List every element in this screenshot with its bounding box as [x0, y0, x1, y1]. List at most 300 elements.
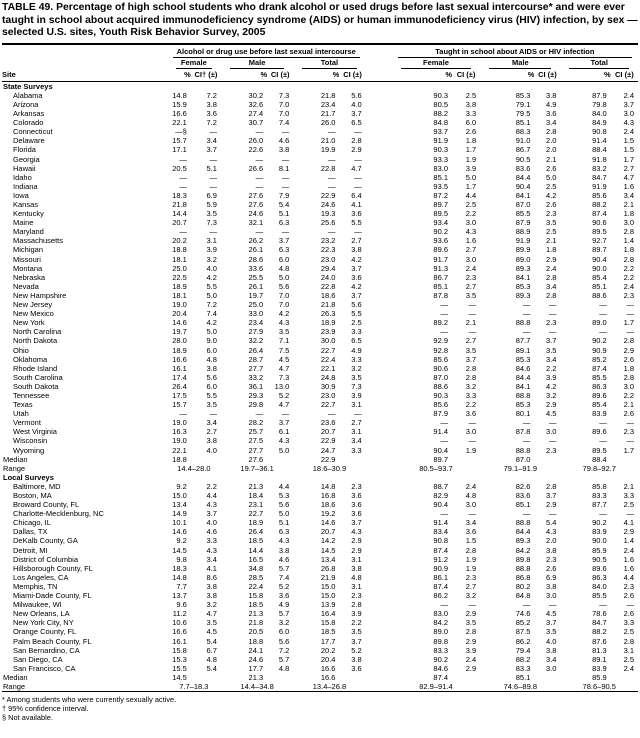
- value-cell: 14.9: [172, 509, 187, 519]
- value-cell: 4.8: [206, 654, 217, 664]
- value-cell: 4.3: [623, 118, 634, 128]
- value-cell: 3.2: [465, 591, 477, 601]
- value-cell: —: [281, 154, 290, 164]
- value-cell: 89.8: [515, 554, 531, 564]
- value-cell: 4.2: [206, 272, 217, 282]
- site-cell: New York: [13, 318, 45, 328]
- value-cell: 36.1: [248, 381, 264, 391]
- value-cell: 2.7: [465, 581, 477, 591]
- gap-cell: [366, 282, 392, 291]
- value-cell: 19.2: [320, 509, 336, 519]
- value-cell: 23.0: [320, 390, 336, 400]
- value-cell: 2.8: [465, 372, 477, 382]
- range-value-cell: 82.9–91.4: [419, 681, 453, 691]
- value-cell: 9.6: [176, 600, 187, 610]
- value-cell: —: [468, 327, 477, 337]
- value-cell: 5.5: [351, 309, 362, 319]
- value-cell: —: [522, 327, 531, 337]
- value-cell: 4.9: [546, 99, 557, 109]
- median-value-cell: 22.9: [320, 454, 336, 464]
- value-cell: 6.5: [351, 336, 362, 346]
- value-cell: 26.0: [320, 118, 336, 128]
- value-cell: 90.4: [515, 181, 531, 191]
- value-cell: 85.6: [592, 190, 607, 200]
- value-cell: —: [179, 227, 187, 237]
- value-cell: —: [255, 172, 264, 182]
- value-cell: 93.3: [433, 154, 449, 164]
- value-cell: 2.3: [351, 591, 362, 601]
- value-cell: 83.3: [433, 645, 449, 655]
- gap-cell: [366, 673, 392, 682]
- value-cell: 2.4: [623, 545, 634, 555]
- value-cell: 3.6: [465, 409, 477, 419]
- value-cell: 6.7: [206, 645, 217, 655]
- value-cell: 84.4: [515, 527, 531, 537]
- value-cell: 93.7: [433, 127, 449, 137]
- gap-cell: [366, 500, 392, 509]
- value-cell: 2.6: [546, 163, 557, 173]
- value-cell: 83.3: [592, 491, 607, 500]
- value-cell: 1.6: [623, 554, 634, 564]
- value-cell: 18.9: [172, 281, 187, 291]
- median-row: [2, 455, 638, 464]
- value-cell: 20.2: [320, 645, 336, 655]
- value-cell: 2.8: [546, 481, 557, 491]
- value-cell: 1.8: [623, 363, 634, 373]
- gap-cell: [366, 155, 392, 164]
- table-row: [2, 264, 638, 273]
- gap-cell: [366, 409, 392, 418]
- value-cell: 5.1: [278, 209, 290, 219]
- value-cell: 26.0: [248, 136, 264, 146]
- median-value-cell: 85.9: [592, 672, 607, 682]
- table-row: [2, 309, 638, 318]
- value-cell: 2.1: [623, 200, 634, 209]
- value-cell: 88.2: [592, 200, 607, 209]
- value-cell: 22.6: [248, 145, 264, 155]
- site-cell: Georgia: [13, 154, 40, 164]
- value-cell: —: [522, 309, 531, 319]
- value-cell: 90.3: [433, 145, 449, 155]
- value-cell: 1.9: [465, 154, 477, 164]
- value-cell: 22.1: [172, 445, 187, 455]
- value-cell: 87.6: [592, 636, 607, 646]
- value-cell: 2.6: [623, 609, 634, 619]
- site-cell: Nevada: [13, 281, 39, 291]
- value-cell: 84.8: [433, 118, 449, 128]
- value-cell: 16.6: [172, 627, 187, 637]
- value-cell: 1.8: [623, 245, 634, 255]
- value-cell: 3.8: [206, 99, 217, 109]
- value-cell: 2.7: [465, 336, 477, 346]
- site-cell: Connecticut: [13, 127, 53, 137]
- value-cell: 17.1: [172, 145, 187, 155]
- value-cell: 87.0: [433, 372, 449, 382]
- value-cell: 3.8: [465, 99, 477, 109]
- value-cell: 5.5: [206, 390, 217, 400]
- value-cell: 93.4: [433, 218, 449, 228]
- value-cell: 79.1: [515, 99, 531, 109]
- value-cell: 5.7: [278, 654, 290, 664]
- site-cell: Wyoming: [13, 445, 45, 455]
- header-subgroup-row: [2, 58, 638, 69]
- site-cell: Utah: [13, 409, 29, 419]
- table-row: [2, 327, 638, 336]
- value-cell: 4.2: [206, 318, 217, 328]
- value-cell: 88.4: [592, 145, 607, 155]
- value-cell: 3.6: [465, 527, 477, 537]
- value-cell: 1.4: [623, 236, 634, 246]
- value-cell: 18.9: [248, 518, 264, 528]
- median-empty-cell: [452, 455, 480, 464]
- value-cell: 3.3: [623, 491, 634, 500]
- value-cell: 88.8: [515, 445, 531, 455]
- table-row: [2, 109, 638, 118]
- value-cell: 24.0: [320, 272, 336, 282]
- table-row: [2, 136, 638, 145]
- site-cell: South Carolina: [13, 372, 63, 382]
- value-cell: 3.1: [351, 581, 362, 591]
- value-cell: 3.2: [206, 600, 217, 610]
- value-cell: 86.7: [433, 272, 449, 282]
- value-cell: 22.7: [320, 345, 336, 355]
- value-cell: 3.5: [546, 345, 557, 355]
- col-ci-1: CI† (±): [191, 69, 221, 82]
- range-row: [2, 682, 638, 692]
- col-ci-6: CI (±): [611, 69, 638, 82]
- col-ci-5: CI (±): [534, 69, 560, 82]
- value-cell: —: [281, 127, 290, 137]
- range-label: Range: [3, 681, 26, 691]
- value-cell: —: [548, 327, 557, 337]
- site-cell: DeKalb County, GA: [13, 536, 78, 546]
- value-cell: 19.0: [172, 300, 187, 310]
- value-cell: 17.4: [172, 372, 187, 382]
- table-body: [2, 81, 638, 691]
- value-cell: 28.7: [248, 354, 264, 364]
- value-cell: 2.1: [623, 400, 634, 410]
- value-cell: 4.0: [351, 99, 362, 109]
- value-cell: 85.6: [433, 400, 449, 410]
- value-cell: 80.2: [515, 581, 531, 591]
- gap-cell: [366, 618, 392, 627]
- value-cell: 19.0: [172, 436, 187, 446]
- value-cell: 10.1: [172, 518, 187, 528]
- value-cell: 18.8: [248, 636, 264, 646]
- value-cell: 3.1: [623, 645, 634, 655]
- value-cell: 4.3: [206, 545, 217, 555]
- value-cell: 22.4: [248, 581, 264, 591]
- value-cell: 4.4: [278, 481, 290, 491]
- group-header-taught: [392, 46, 638, 58]
- value-cell: 89.2: [433, 318, 449, 328]
- table-row: [2, 664, 638, 673]
- site-column-header: Site: [2, 69, 167, 82]
- value-cell: 3.9: [465, 645, 477, 655]
- value-cell: 16.6: [320, 663, 336, 673]
- value-cell: 3.9: [351, 390, 362, 400]
- value-cell: 83.6: [515, 491, 531, 500]
- value-cell: 18.9: [320, 318, 336, 328]
- value-cell: 2.3: [623, 581, 634, 591]
- value-cell: 33.6: [248, 263, 264, 273]
- value-cell: 86.3: [592, 381, 607, 391]
- value-cell: 4.3: [351, 527, 362, 537]
- gap-cell: [366, 509, 392, 518]
- value-cell: 3.5: [546, 627, 557, 637]
- value-cell: 23.4: [248, 318, 264, 328]
- value-cell: 3.3: [465, 109, 477, 119]
- gap-cell: [366, 245, 392, 254]
- value-cell: 85.5: [592, 372, 607, 382]
- value-cell: —: [626, 300, 634, 310]
- value-cell: 19.9: [320, 145, 336, 155]
- value-cell: 3.9: [206, 245, 217, 255]
- subgroup-male-taught: Male: [480, 58, 560, 69]
- site-cell: San Bernardino, CA: [13, 645, 80, 655]
- value-cell: 2.0: [546, 136, 557, 146]
- table-row: [2, 582, 638, 591]
- value-cell: 6.1: [278, 427, 290, 437]
- value-cell: 24.6: [320, 200, 336, 209]
- value-cell: 2.8: [623, 227, 634, 237]
- value-cell: 3.4: [465, 518, 477, 528]
- table-row: [2, 427, 638, 436]
- gap-cell: [366, 227, 392, 236]
- value-cell: 91.0: [515, 136, 531, 146]
- value-cell: 2.5: [465, 200, 477, 209]
- value-cell: 3.5: [351, 627, 362, 637]
- gap-cell: [366, 218, 392, 227]
- gap-cell: [366, 255, 392, 264]
- value-cell: 85.5: [592, 591, 607, 601]
- range-value-cell: 18.6–30.9: [312, 463, 347, 473]
- gap-cell: [366, 555, 392, 564]
- table-row: [2, 446, 638, 455]
- value-cell: 90.0: [592, 263, 607, 273]
- table-row: [2, 627, 638, 636]
- value-cell: 15.0: [172, 491, 187, 500]
- value-cell: 13.4: [320, 554, 336, 564]
- value-cell: 3.9: [465, 163, 477, 173]
- value-cell: 88.7: [433, 481, 449, 491]
- value-cell: 21.9: [320, 572, 336, 582]
- value-cell: 2.1: [546, 236, 557, 246]
- value-cell: 88.6: [433, 381, 449, 391]
- value-cell: 86.8: [515, 572, 531, 582]
- value-cell: 5.4: [206, 636, 217, 646]
- value-cell: 1.6: [623, 181, 634, 191]
- value-cell: 89.0: [515, 254, 531, 264]
- value-cell: —: [354, 181, 362, 191]
- table-row: [2, 637, 638, 646]
- value-cell: 14.6: [172, 318, 187, 328]
- value-cell: 21.3: [248, 481, 264, 491]
- value-cell: 84.9: [592, 118, 607, 128]
- value-cell: 3.4: [546, 654, 557, 664]
- gap-cell: [366, 400, 392, 409]
- value-cell: —: [327, 154, 336, 164]
- value-cell: —: [599, 600, 607, 610]
- col-ci-4: CI (±): [452, 69, 480, 82]
- gap-cell: [366, 546, 392, 555]
- value-cell: 84.0: [592, 109, 607, 119]
- value-cell: 83.0: [433, 163, 449, 173]
- value-cell: 25.0: [248, 300, 264, 310]
- value-cell: 3.1: [351, 554, 362, 564]
- value-cell: 6.0: [278, 254, 290, 264]
- value-cell: —: [548, 418, 557, 428]
- value-cell: 84.4: [515, 372, 531, 382]
- value-cell: 83.9: [592, 409, 607, 419]
- table-row: [2, 191, 638, 200]
- value-cell: —: [209, 181, 217, 191]
- value-cell: 3.9: [546, 372, 557, 382]
- value-cell: 3.6: [351, 500, 362, 510]
- gap-cell: [366, 373, 392, 382]
- gap-cell: [366, 364, 392, 373]
- table-row: [2, 164, 638, 173]
- site-cell: San Francisco, CA: [13, 663, 76, 673]
- table-row: [2, 564, 638, 573]
- value-cell: 20.7: [172, 218, 187, 228]
- value-cell: 3.7: [546, 491, 557, 500]
- value-cell: 5.2: [351, 645, 362, 655]
- value-cell: 84.2: [515, 545, 531, 555]
- site-cell: Nebraska: [13, 272, 46, 282]
- value-cell: 3.7: [278, 236, 290, 246]
- value-cell: 23.6: [320, 418, 336, 428]
- value-cell: —: [626, 600, 634, 610]
- value-cell: 2.5: [546, 227, 557, 237]
- value-cell: 22.8: [320, 163, 336, 173]
- value-cell: 3.5: [465, 618, 477, 628]
- value-cell: 91.4: [433, 427, 449, 437]
- footnote-sexually-active: * Among students who were currently sexually active.: [2, 695, 177, 705]
- value-cell: 85.8: [592, 481, 607, 491]
- group-header-alcohol: [167, 46, 366, 58]
- value-cell: 14.6: [320, 518, 336, 528]
- group-gap: [366, 46, 392, 58]
- value-cell: 5.0: [278, 272, 290, 282]
- value-cell: 87.8: [515, 427, 531, 437]
- value-cell: 5.9: [206, 200, 217, 209]
- value-cell: 26.4: [248, 345, 264, 355]
- value-cell: 2.6: [623, 591, 634, 601]
- gap-cell: [366, 300, 392, 309]
- value-cell: —: [468, 418, 477, 428]
- value-cell: 27.5: [248, 436, 264, 446]
- value-cell: 3.4: [546, 354, 557, 364]
- value-cell: 91.4: [433, 518, 449, 528]
- value-cell: 93.6: [433, 236, 449, 246]
- range-row: [2, 464, 638, 473]
- value-cell: 90.3: [433, 90, 449, 100]
- value-cell: 83.2: [592, 163, 607, 173]
- value-cell: 20.5: [248, 627, 264, 637]
- value-cell: 6.0: [465, 118, 477, 128]
- col-pct-2: %: [221, 69, 267, 82]
- value-cell: 2.9: [465, 636, 477, 646]
- value-cell: 4.7: [278, 363, 290, 373]
- site-cell: Hillsborough County, FL: [13, 563, 93, 573]
- value-cell: 18.6: [320, 290, 336, 300]
- value-cell: 28.5: [248, 572, 264, 582]
- table-row: [2, 491, 638, 500]
- value-cell: 3.0: [546, 663, 557, 673]
- value-cell: 2.7: [351, 236, 362, 246]
- value-cell: 22.7: [320, 400, 336, 410]
- value-cell: 15.7: [172, 400, 187, 410]
- gap-cell: [366, 182, 392, 191]
- value-cell: 85.1: [592, 281, 607, 291]
- value-cell: 18.5: [248, 536, 264, 546]
- value-cell: 16.3: [172, 427, 187, 437]
- value-cell: 84.6: [433, 663, 449, 673]
- value-cell: 21.3: [248, 609, 264, 619]
- value-cell: 4.3: [546, 527, 557, 537]
- value-cell: 14.6: [172, 527, 187, 537]
- value-cell: 3.4: [206, 136, 217, 146]
- value-cell: 5.1: [206, 163, 217, 173]
- value-cell: 28.6: [248, 254, 264, 264]
- value-cell: 20.4: [320, 654, 336, 664]
- value-cell: 2.1: [546, 154, 557, 164]
- value-cell: 3.0: [465, 500, 477, 510]
- value-cell: 1.6: [465, 236, 477, 246]
- value-cell: 2.0: [546, 145, 557, 155]
- value-cell: 85.1: [433, 281, 449, 291]
- gap-cell: [366, 109, 392, 118]
- value-cell: 89.5: [592, 445, 607, 455]
- value-cell: 87.4: [592, 363, 607, 373]
- site-cell: Miami-Dade County, FL: [13, 591, 92, 601]
- value-cell: 2.3: [546, 209, 557, 219]
- range-value-cell: 13.4–26.8: [312, 681, 347, 691]
- value-cell: —: [354, 172, 362, 182]
- value-cell: 84.1: [515, 272, 531, 282]
- value-cell: 6.5: [351, 118, 362, 128]
- value-cell: 2.8: [546, 290, 557, 300]
- gap-cell: [366, 91, 392, 100]
- value-cell: 20.2: [172, 236, 187, 246]
- group-header-taught-label: Taught in school about AIDS or HIV infection: [398, 46, 632, 58]
- site-cell: District of Columbia: [13, 554, 79, 564]
- value-cell: 5.4: [546, 518, 557, 528]
- value-cell: —: [599, 418, 607, 428]
- value-cell: 7.3: [278, 90, 290, 100]
- gap-cell: [366, 455, 392, 464]
- site-cell: Palm Beach County, FL: [13, 636, 92, 646]
- value-cell: 3.8: [351, 654, 362, 664]
- value-cell: 15.3: [172, 654, 187, 664]
- value-cell: 4.1: [206, 563, 217, 573]
- value-cell: 1.7: [623, 318, 634, 328]
- value-cell: 6.3: [278, 527, 290, 537]
- value-cell: 4.7: [278, 400, 290, 410]
- value-cell: —: [548, 600, 557, 610]
- value-cell: 86.2: [515, 636, 531, 646]
- value-cell: 24.7: [320, 445, 336, 455]
- value-cell: 4.4: [465, 190, 477, 200]
- value-cell: 5.0: [278, 445, 290, 455]
- value-cell: 85.6: [433, 354, 449, 364]
- value-cell: 22.1: [320, 363, 336, 373]
- value-cell: 2.9: [351, 145, 362, 155]
- value-cell: 32.2: [248, 336, 264, 346]
- value-cell: 2.8: [623, 372, 634, 382]
- value-cell: —: [209, 127, 217, 137]
